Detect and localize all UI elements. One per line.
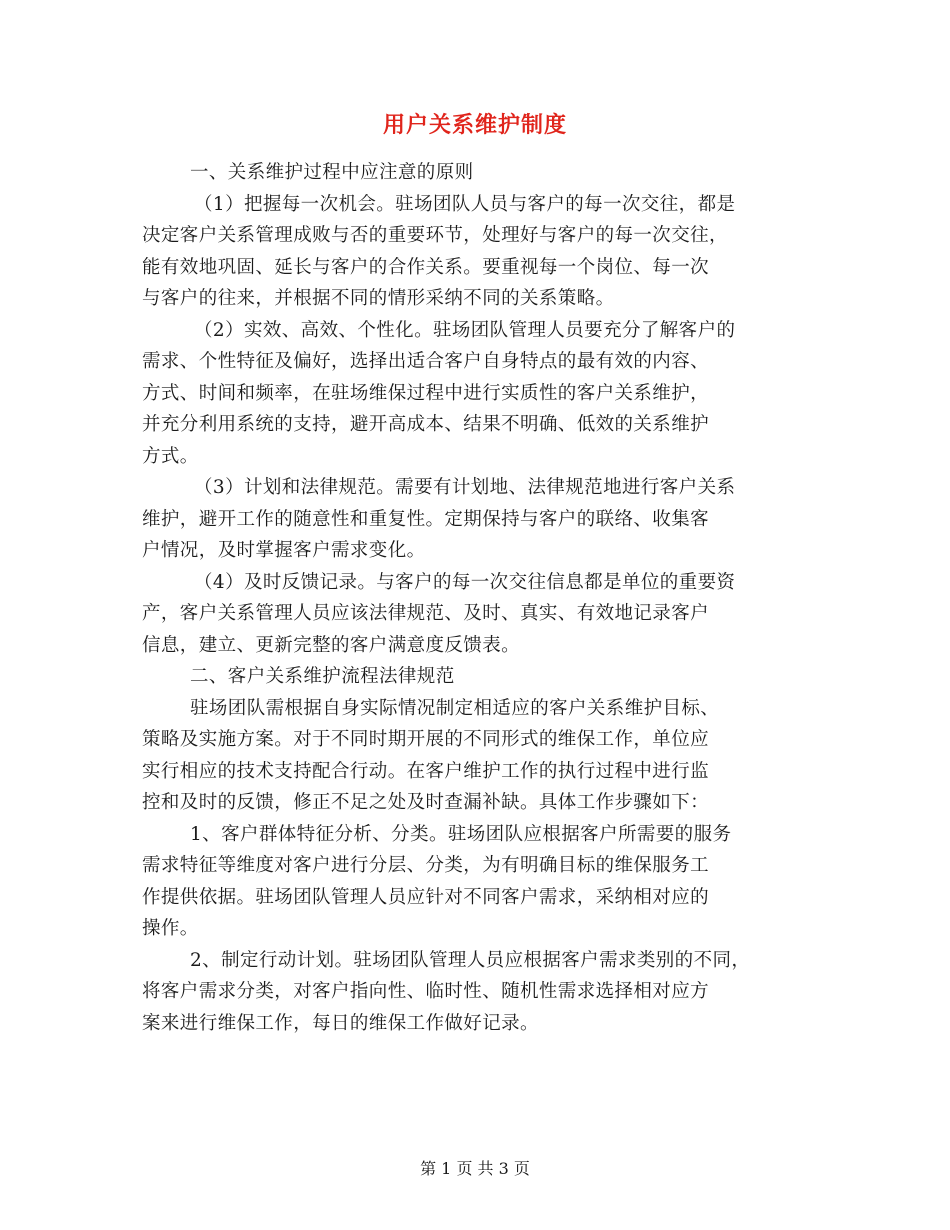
text-line: 将客户需求分类，对客户指向性、临时性、随机性需求选择相对应方	[142, 981, 710, 1002]
document-body	[142, 157, 810, 1039]
text-line: （4）及时反馈记录。与客户的每一次交往信息都是单位的重要资	[194, 571, 736, 593]
text-line: 实行相应的技术支持配合行动。在客户维护工作的执行过程中进行监	[142, 760, 710, 782]
page-footer: 第 1 页 共 3 页	[420, 1159, 530, 1178]
text-line: 控和及时的反馈，修正不足之处及时查漏补缺。具体工作步骤如下：	[142, 792, 710, 813]
text-line: 信息，建立、更新完整的客户满意度反馈表。	[142, 634, 521, 656]
text-line: 作提供依据。驻场团队管理人员应针对不同客户需求，采纳相对应的	[142, 886, 710, 908]
text-line: 案来进行维保工作，每日的维保工作做好记录。	[142, 1012, 539, 1034]
text-line: （1）把握每一次机会。驻场团队人员与客户的每一次交往，都是	[194, 193, 736, 215]
text-line: 能有效地巩固、延长与客户的合作关系。要重视每一个岗位、每一次	[142, 256, 710, 278]
document-title: 用户关系维护制度	[382, 113, 567, 138]
text-line: 操作。	[142, 918, 199, 939]
text-line: 二、客户关系维护流程法律规范	[190, 666, 455, 687]
text-line: 产，客户关系管理人员应该法律规范、及时、真实、有效地记录客户	[142, 603, 710, 624]
text-line: 决定客户关系管理成败与否的重要环节，处理好与客户的每一次交往，	[142, 225, 728, 246]
text-line: 维护，避开工作的随意性和重复性。定期保持与客户的联络、收集客	[142, 508, 710, 530]
text-line: 1、客户群体特征分析、分类。驻场团队应根据客户所需要的服务	[190, 823, 732, 845]
text-line: （3）计划和法律规范。需要有计划地、法律规范地进行客户关系	[194, 477, 736, 498]
text-line: 方式、时间和频率，在驻场维保过程中进行实质性的客户关系维护，	[142, 382, 710, 404]
text-line: 需求特征等维度对客户进行分层、分类，为有明确目标的维保服务工	[142, 855, 710, 876]
text-line: 方式。	[142, 445, 199, 467]
text-line: 策略及实施方案。对于不同时期开展的不同形式的维保工作，单位应	[142, 729, 710, 750]
text-line: 驻场团队需根据自身实际情况制定相适应的客户关系维护目标、	[190, 697, 720, 719]
text-line: （2）实效、高效、个性化。驻场团队管理人员要充分了解客户的	[194, 319, 736, 341]
text-line: 与客户的往来，并根据不同的情形采纳不同的关系策略。	[142, 288, 615, 309]
text-line: 并充分利用系统的支持，避开高成本、结果不明确、低效的关系维护	[142, 414, 710, 435]
text-line: 户情况，及时掌握客户需求变化。	[142, 540, 426, 561]
text-line: 2、制定行动计划。驻场团队管理人员应根据客户需求类别的不同，	[190, 949, 751, 971]
text-line: 需求、个性特征及偏好，选择出适合客户自身特点的最有效的内容、	[142, 351, 710, 372]
text-line: 一、关系维护过程中应注意的原则	[190, 162, 474, 183]
